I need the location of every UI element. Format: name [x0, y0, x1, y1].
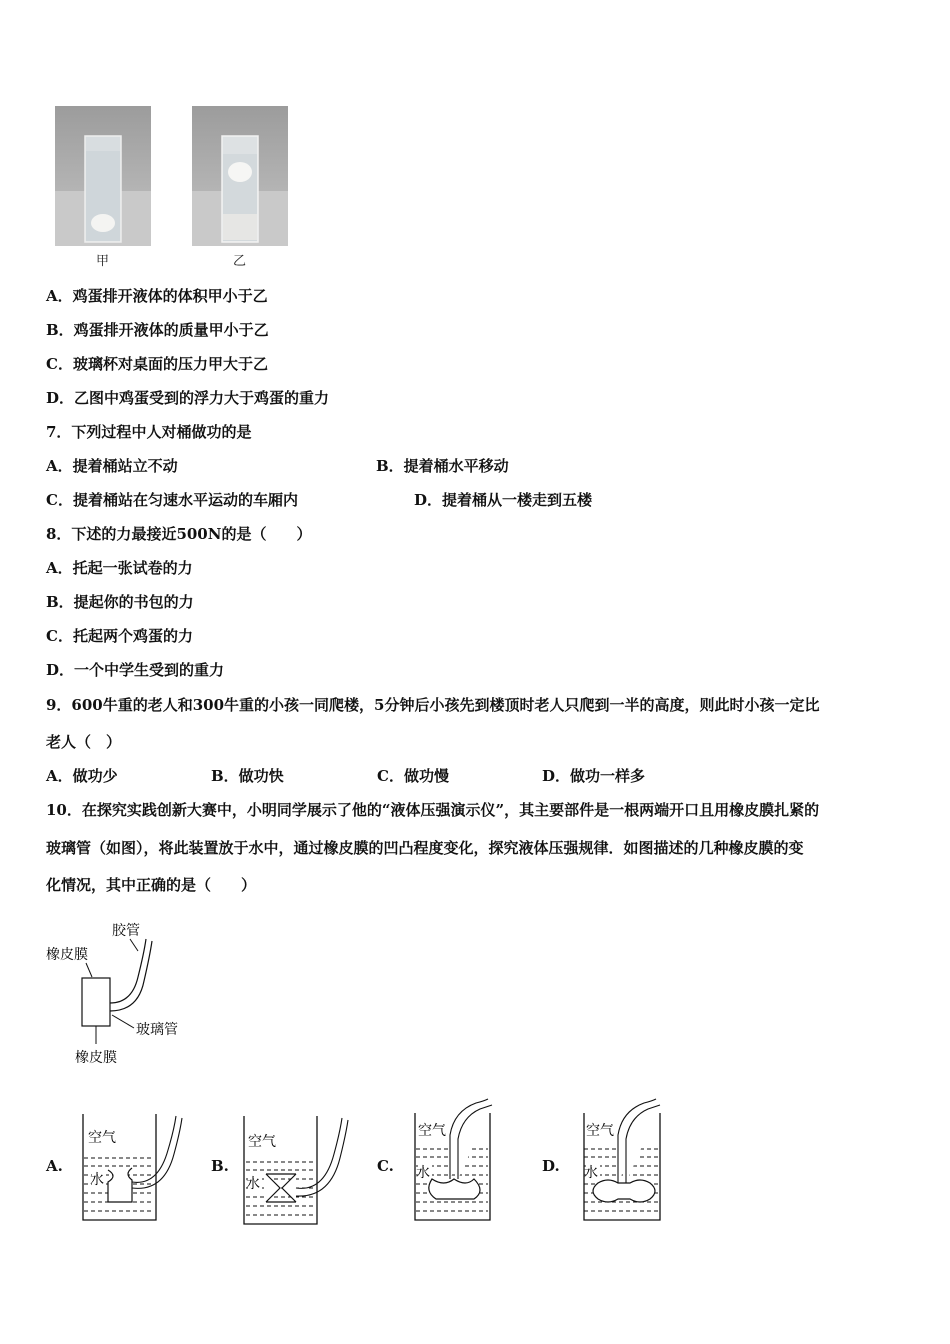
beaker-c [410, 1095, 520, 1225]
q8-option-b: B．提起你的书包的力 [46, 593, 194, 611]
q9-option-a: A．做功少 [46, 767, 118, 785]
q7-option-c: C．提着桶站在匀速水平运动的车厢内 [46, 491, 298, 509]
svg-text:空气: 空气 [418, 1123, 446, 1139]
q9-stem-line2: 老人（ ） [46, 733, 122, 751]
photo-glass-yi [192, 106, 288, 246]
q10-stem-line2: 玻璃管（如图），将此装置放于水中，通过橡皮膜的凹凸程度变化，探究液体压强规律．如图描述的几种橡皮膜的变 [46, 839, 804, 857]
q6-option-b: B．鸡蛋排开液体的质量甲小于乙 [46, 321, 269, 339]
caption-jia: 甲 [96, 254, 110, 269]
q10-stem-line1: 10．在探究实践创新大赛中，小明同学展示了他的“液体压强演示仪”，其主要部件是一根两端开口且用橡皮膜扎紧的 [46, 801, 820, 819]
caption-yi: 乙 [233, 254, 247, 269]
svg-text:水: 水 [584, 1165, 598, 1181]
q7-stem: 7．下列过程中人对桶做功的是 [46, 423, 252, 441]
leader-hose [130, 939, 138, 951]
hose-tube [110, 939, 152, 1011]
glass-tube [82, 978, 110, 1026]
svg-text:空气: 空气 [586, 1123, 614, 1139]
svg-text:水: 水 [90, 1172, 104, 1188]
q7-option-b: B．提着桶水平移动 [376, 457, 509, 475]
beaker-b [240, 1112, 350, 1227]
label-glass-tube: 玻璃管 [136, 1022, 178, 1038]
q9-option-b: B．做功快 [211, 767, 284, 785]
q9-stem-line1: 9．600牛重的老人和300牛重的小孩一同爬楼，5分钟后小孩先到楼顶时老人只爬到一半的高度，则此时小孩一定比 [46, 696, 820, 714]
leader-glass-tube [112, 1015, 134, 1028]
label-membrane-bottom: 橡皮膜 [75, 1050, 117, 1066]
svg-text:空气: 空气 [248, 1134, 276, 1150]
q6-option-a: A．鸡蛋排开液体的体积甲小于乙 [46, 287, 268, 305]
q8-option-d: D．一个中学生受到的重力 [46, 661, 225, 679]
q8-stem: 8．下述的力最接近500N的是（ ） [46, 525, 312, 543]
beaker-label-b: B. [211, 1157, 229, 1175]
q8-option-c: C．托起两个鸡蛋的力 [46, 627, 193, 645]
beaker-label-c: C. [377, 1157, 394, 1175]
label-membrane-top: 橡皮膜 [46, 947, 88, 963]
beaker-label-a: A. [46, 1157, 63, 1175]
svg-text:空气: 空气 [88, 1130, 116, 1146]
apparatus-diagram [40, 915, 210, 1075]
q6-option-c: C．玻璃杯对桌面的压力甲大于乙 [46, 355, 268, 373]
beaker-label-d: D. [542, 1157, 560, 1175]
svg-text:水: 水 [416, 1165, 430, 1181]
glass-jia-drawing [55, 106, 151, 246]
q7-option-d: D．提着桶从一楼走到五楼 [414, 491, 593, 509]
q9-option-c: C．做功慢 [377, 767, 449, 785]
beaker-d [578, 1095, 688, 1225]
leader-membrane-top [86, 963, 92, 977]
label-hose: 胶管 [112, 923, 140, 939]
glass-yi-drawing [192, 106, 288, 246]
q8-option-a: A．托起一张试卷的力 [46, 559, 193, 577]
q6-option-d: D．乙图中鸡蛋受到的浮力大于鸡蛋的重力 [46, 389, 330, 407]
beaker-a [78, 1110, 188, 1225]
photo-glass-jia [55, 106, 151, 246]
q7-option-a: A．提着桶站立不动 [46, 457, 178, 475]
q10-stem-line3: 化情况，其中正确的是（ ） [46, 876, 257, 894]
q9-option-d: D．做功一样多 [542, 767, 646, 785]
svg-text:水: 水 [246, 1176, 260, 1192]
